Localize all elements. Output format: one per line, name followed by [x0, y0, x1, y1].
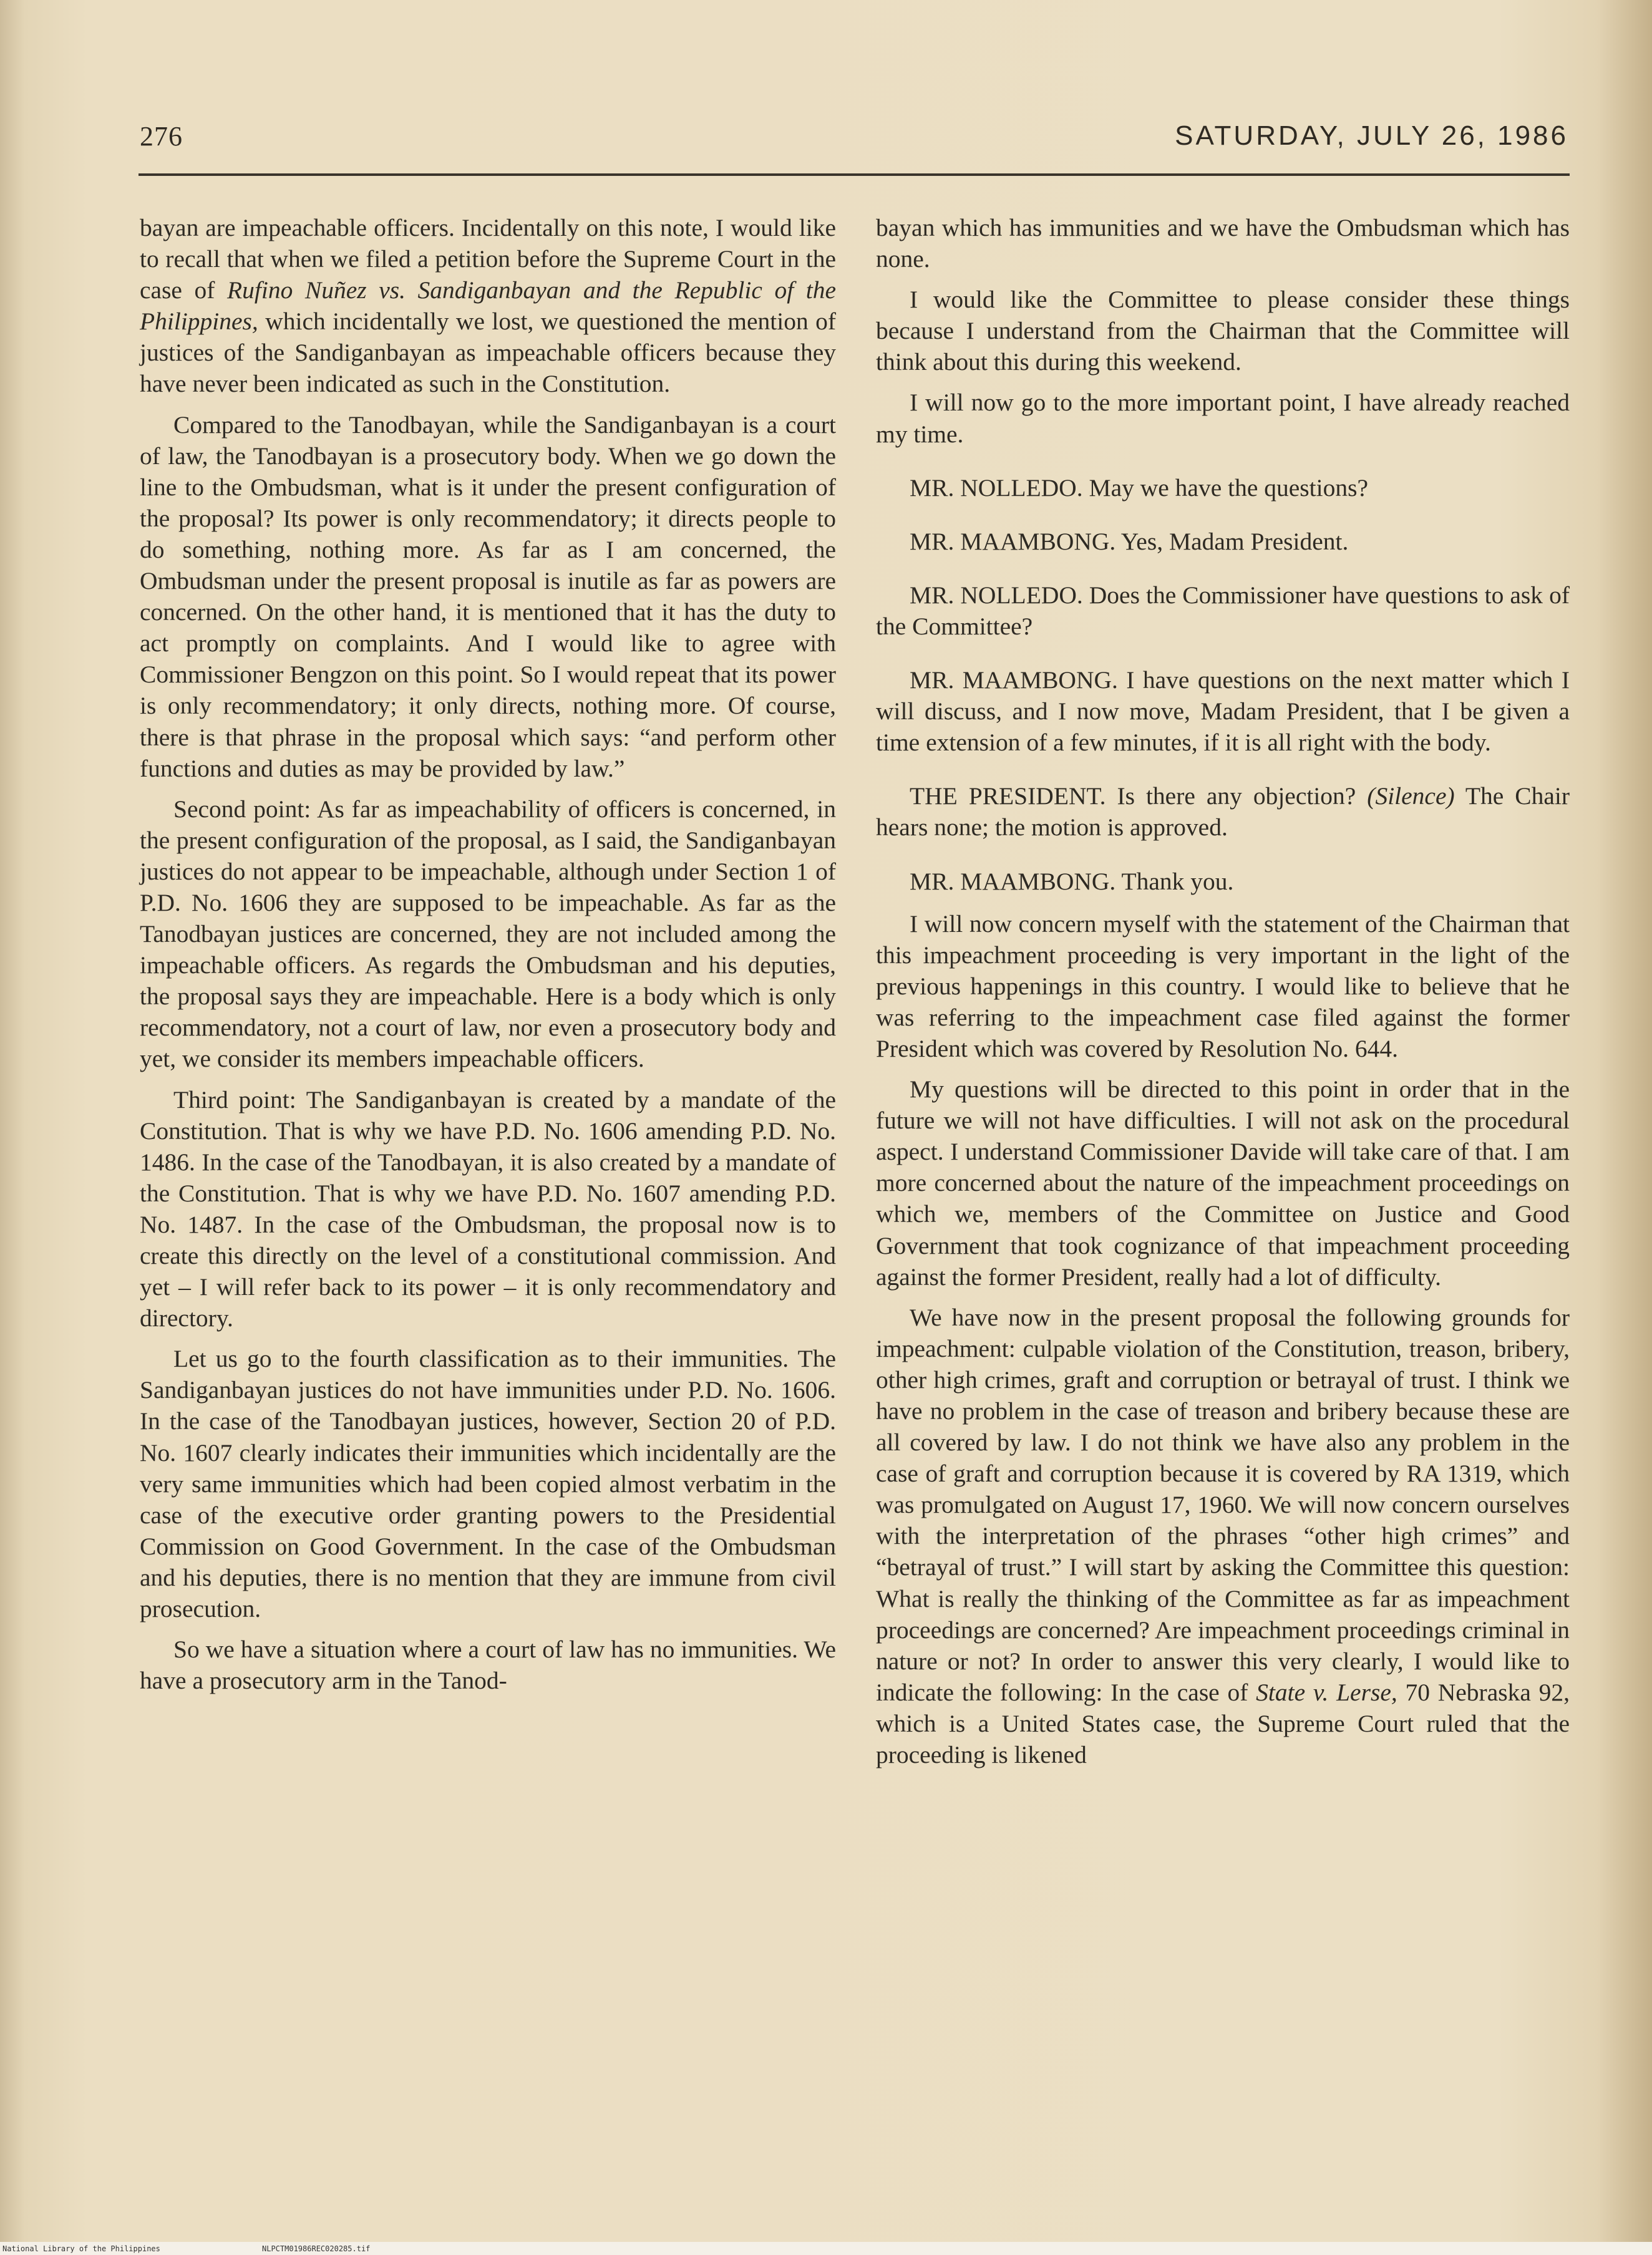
footer-filename: NLPCTM01986REC020285.tif — [262, 2244, 371, 2253]
footer-library: National Library of the Philippines — [2, 2244, 160, 2253]
speaker-line: MR. MAAMBONG. Thank you. — [910, 867, 1234, 895]
speaker-line: MR. MAAMBONG. I have questions on the next matter which I will discuss, and I now move, Madam President, that I be given a time extension of a few minutes, if it is all right with the body. — [876, 666, 1570, 757]
paragraph: Third point: The Sandiganbayan is created by a mandate of the Constitution. That is why we have P.D. No. 1606 amending P.D. No. 1486. In the case of the Tanodbayan, it is also created by a mandate of the Constitution. That is why we have P.D. No. 1607 amending P.D. No. 1487. In the case of the Ombudsman, the proposal now is to create this directly on the level of a constitutional commission. And yet – I will refer back to its power – it is only recommendatory and directory. — [140, 1085, 836, 1332]
paragraph: We have now in the present proposal the following grounds for impeachment: culpable violation of the Constitution, treason, bribery, other high crimes, graft and corruption or betrayal of trust. I think we have no problem in the case of treason and bribery because these are all covered by law. I do not think we have also any problem in the case of graft and corruption because it is covered by RA 1319, which was promulgated on August 17, 1960. We will now concern ourselves with the interpretation of the phrases “other high crimes” and “betrayal of trust.” I will start by asking the Committee this question: What is really the thinking of the Committee as far as impeachment proceedings are concerned? Are impeachment proceedings criminal in nature or not? In order to answer this very clearly, I would like to indicate the following: In the case of State v. Lerse, 70 Nebraska 92, which is a United States case, the Supreme Court ruled that the proceeding is likened — [876, 1303, 1570, 1769]
paragraph: So we have a situation where a court of law has no immunities. We have a prosecutory arm in the Tanod- — [140, 1636, 836, 1695]
paragraph: bayan are impeachable officers. Incidentally on this note, I would like to recall that when we filed a petition before the Supreme Court in the case of Rufino Nuñez vs. Sandiganbayan and the Republic of the Philippines, which incidentally we lost, we questioned the mention of justices of the Sandiganbayan as impeachable officers because they have never been indicated as such in the Constitution. — [140, 214, 836, 398]
right-column — [876, 212, 1570, 1780]
speaker-line: MR. NOLLEDO. Does the Commissioner have questions to ask of the Committee? — [876, 581, 1570, 640]
speaker-line: MR. MAAMBONG. Yes, Madam President. — [910, 527, 1349, 555]
paragraph: I will now go to the more important point, I have already reached my time. — [876, 389, 1570, 448]
left-column — [140, 212, 836, 1705]
header-rule — [138, 173, 1570, 176]
paragraph: Compared to the Tanodbayan, while the Sandiganbayan is a court of law, the Tanodbayan is a prosecutory body. When we go down the line to the Ombudsman, what is it under the present configuration of the proposal? Its power is only recommendatory; it directs people to do something, nothing more. As far as I am concerned, the Ombudsman under the present proposal is inutile as far as powers are concerned. On the other hand, it is mentioned that it has the duty to act promptly on complaints. And I would like to agree with Commissioner Bengzon on this point. So I would repeat that its power is only recommendatory; it only directs, nothing more. Of course, there is that phrase in the proposal which says: “and perform other functions and duties as may be provided by law.” — [140, 410, 836, 782]
speaker-line: THE PRESIDENT. Is there any objection? (Silence) The Chair hears none; the motion is approved. — [876, 782, 1570, 841]
paragraph: Let us go to the fourth classification as to their immunities. The Sandiganbayan justices do not have immunities under P.D. No. 1606. In the case of the Tanodbayan justices, however, Section 20 of P.D. No. 1607 clearly indicates their immunities which incidentally are the very same immunities which had been copied almost verbatim in the case of the executive order granting powers to the Presidential Commission on Good Government. In the case of the Ombudsman and his deputies, there is no mention that they are immune from civil prosecution. — [140, 1345, 836, 1623]
paragraph: Second point: As far as impeachability of officers is concerned, in the present configuration of the proposal, as I said, the Sandiganbayan justices do not appear to be impeachable, although under Section 1 of P.D. No. 1606 they are supposed to be impeachable. As far as the Tanodbayan justices are concerned, they are not included among the impeachable officers. As regards the Ombudsman and his deputies, the proposal says they are impeachable. Here is a body which is only recommendatory, not a court of law, nor even a prosecutory body and yet, we consider its members impeachable officers. — [140, 795, 836, 1073]
paragraph: I would like the Committee to please consider these things because I understand from the Chairman that the Committee will think about this during this weekend. — [876, 286, 1570, 376]
paragraph: I will now concern myself with the statement of the Chairman that this impeachment proceeding is very important in the light of the previous happenings in this country. I would like to believe that he was referring to the impeachment case filed against the former President which was covered by Resolution No. 644. — [876, 909, 1570, 1062]
paragraph: bayan which has immunities and we have the Ombudsman which has none. — [876, 214, 1570, 273]
scan-footer — [0, 2242, 1652, 2255]
header-date: SATURDAY, JULY 26, 1986 — [1175, 120, 1568, 151]
speaker-line: MR. NOLLEDO. May we have the questions? — [910, 473, 1368, 502]
page-number: 276 — [140, 121, 183, 152]
paragraph: My questions will be directed to this point in order that in the future we will not have difficulties. I will not ask on the procedural aspect. I understand Commissioner Davide will take care of that. I am more concerned about the nature of the impeachment proceedings on which we, members of the Committee on Justice and Good Government that took cognizance of that impeachment proceeding against the former President, really had a lot of difficulty. — [876, 1075, 1570, 1291]
